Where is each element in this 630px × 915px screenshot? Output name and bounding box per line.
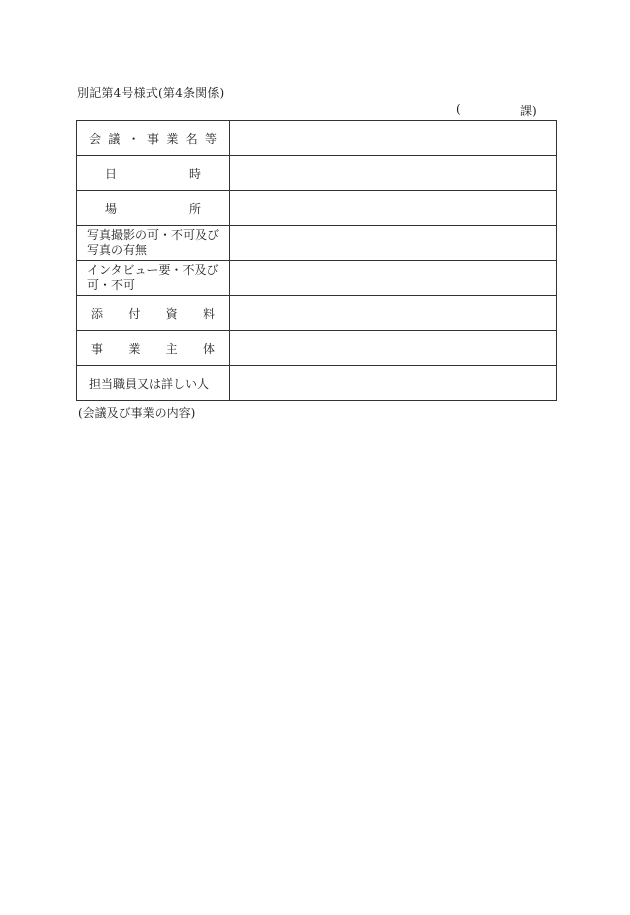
- label-char: 付: [128, 306, 141, 321]
- label-char: 議: [108, 131, 121, 146]
- table-row-organizer: [77, 331, 557, 366]
- label-meeting-name: [77, 121, 230, 156]
- label-char: ・: [127, 131, 140, 146]
- label-datetime: [77, 156, 230, 191]
- label-char: 資: [165, 306, 178, 321]
- label-char: 名: [185, 131, 198, 146]
- label-location: [77, 191, 230, 226]
- label-char: 料: [202, 306, 215, 321]
- label-attachments: [77, 296, 230, 331]
- value-interview[interactable]: [230, 261, 557, 296]
- value-location[interactable]: [230, 191, 557, 226]
- label-char: 体: [202, 341, 215, 356]
- value-attachments[interactable]: [230, 296, 557, 331]
- value-organizer[interactable]: [230, 331, 557, 366]
- label-char: 業: [166, 131, 179, 146]
- value-datetime[interactable]: [230, 156, 557, 191]
- value-contact[interactable]: [230, 366, 557, 401]
- table-row-location: [77, 191, 557, 226]
- table-row-photography: [77, 226, 557, 261]
- label-interview: インタビュー要・不及び可・不可: [77, 261, 230, 296]
- label-char: 事: [146, 131, 159, 146]
- value-meeting-name[interactable]: [230, 121, 557, 156]
- table-row-datetime: [77, 156, 557, 191]
- label-organizer: [77, 331, 230, 366]
- table-row-interview: [77, 261, 557, 296]
- label-contact: 担当職員又は詳しい人: [77, 366, 230, 401]
- label-char: 等: [204, 131, 217, 146]
- form-title: 別記第4号様式(第4条関係): [77, 86, 225, 100]
- value-photography[interactable]: [230, 226, 557, 261]
- table-row-contact: [77, 366, 557, 401]
- label-char: 場: [105, 201, 118, 216]
- label-char: 時: [188, 166, 201, 181]
- label-char: 添: [91, 306, 104, 321]
- label-char: 主: [165, 341, 178, 356]
- footer-note: (会議及び事業の内容): [78, 406, 196, 420]
- form-table: [76, 120, 557, 401]
- label-char: 業: [128, 341, 141, 356]
- label-photography: 写真撮影の可・不可及び写真の有無: [77, 226, 230, 261]
- department-open-paren: (: [456, 102, 461, 116]
- department-label: 課): [520, 104, 537, 118]
- label-char: 事: [91, 341, 104, 356]
- label-char: 日: [105, 166, 118, 181]
- table-row-meeting-name: [77, 121, 557, 156]
- label-char: 所: [188, 201, 201, 216]
- table-row-attachments: [77, 296, 557, 331]
- label-char: 会: [89, 131, 102, 146]
